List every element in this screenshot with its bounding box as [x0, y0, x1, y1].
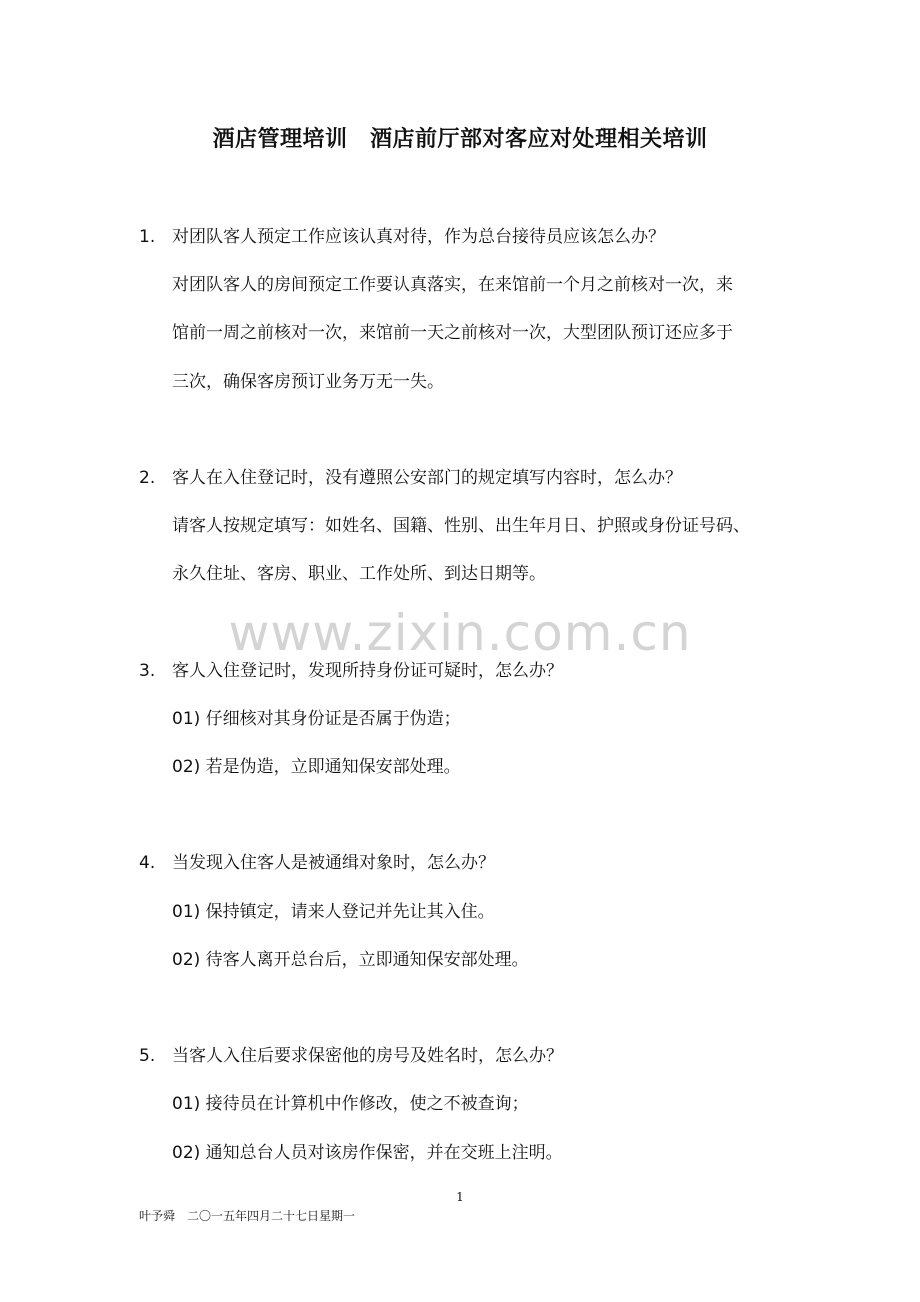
answer-line: 馆前一周之前核对一次，来馆前一天之前核对一次，大型团队预订还应多于: [172, 323, 733, 343]
question-1: [139, 222, 665, 247]
answer-line: 对团队客人的房间预定工作要认真落实，在来馆前一个月之前核对一次，来: [172, 275, 733, 295]
answer-line: 三次，确保客房预订业务万无一失。: [172, 372, 444, 392]
question-number: 3.: [139, 661, 156, 681]
answer-line: 02) 通知总台人员对该房作保密，并在交班上注明。: [172, 1143, 563, 1163]
answer-line: 永久住址、客房、职业、工作处所、到达日期等。: [172, 564, 546, 584]
question-4: [139, 848, 495, 873]
answer-line: 02) 若是伪造，立即通知保安部处理。: [172, 757, 461, 777]
answer-line: 01) 接待员在计算机中作修改，使之不被查询；: [172, 1094, 529, 1114]
answer-line: 01) 保持镇定，请来人登记并先让其入住。: [172, 902, 495, 922]
footer-text: 叶予舜 二〇一五年四月二十七日星期一: [139, 1209, 356, 1223]
question-5: [139, 1041, 563, 1066]
answer-line: 02) 待客人离开总台后，立即通知保安部处理。: [172, 950, 529, 970]
watermark: www.zixin.com.cn: [228, 604, 692, 662]
question-3: [139, 656, 563, 681]
document-title: 酒店管理培训 酒店前厅部对客应对处理相关培训: [212, 127, 708, 152]
page-number: 1: [456, 1190, 464, 1204]
question-text: 当发现入住客人是被通缉对象时，怎么办？: [172, 853, 495, 873]
question-text: 对团队客人预定工作应该认真对待，作为总台接待员应该怎么办？: [172, 227, 665, 247]
question-number: 1.: [139, 227, 156, 247]
question-2: [139, 463, 682, 488]
answer-line: 01) 仔细核对其身份证是否属于伪造；: [172, 709, 461, 729]
answer-line: 请客人按规定填写：如姓名、国籍、性别、出生年月日、护照或身份证号码、: [172, 516, 750, 536]
question-number: 5.: [139, 1046, 156, 1066]
question-number: 4.: [139, 853, 156, 873]
question-number: 2.: [139, 468, 156, 488]
question-text: 当客人入住后要求保密他的房号及姓名时，怎么办？: [172, 1046, 563, 1066]
question-text: 客人入住登记时，发现所持身份证可疑时，怎么办？: [172, 661, 563, 681]
question-text: 客人在入住登记时，没有遵照公安部门的规定填写内容时，怎么办？: [172, 468, 682, 488]
